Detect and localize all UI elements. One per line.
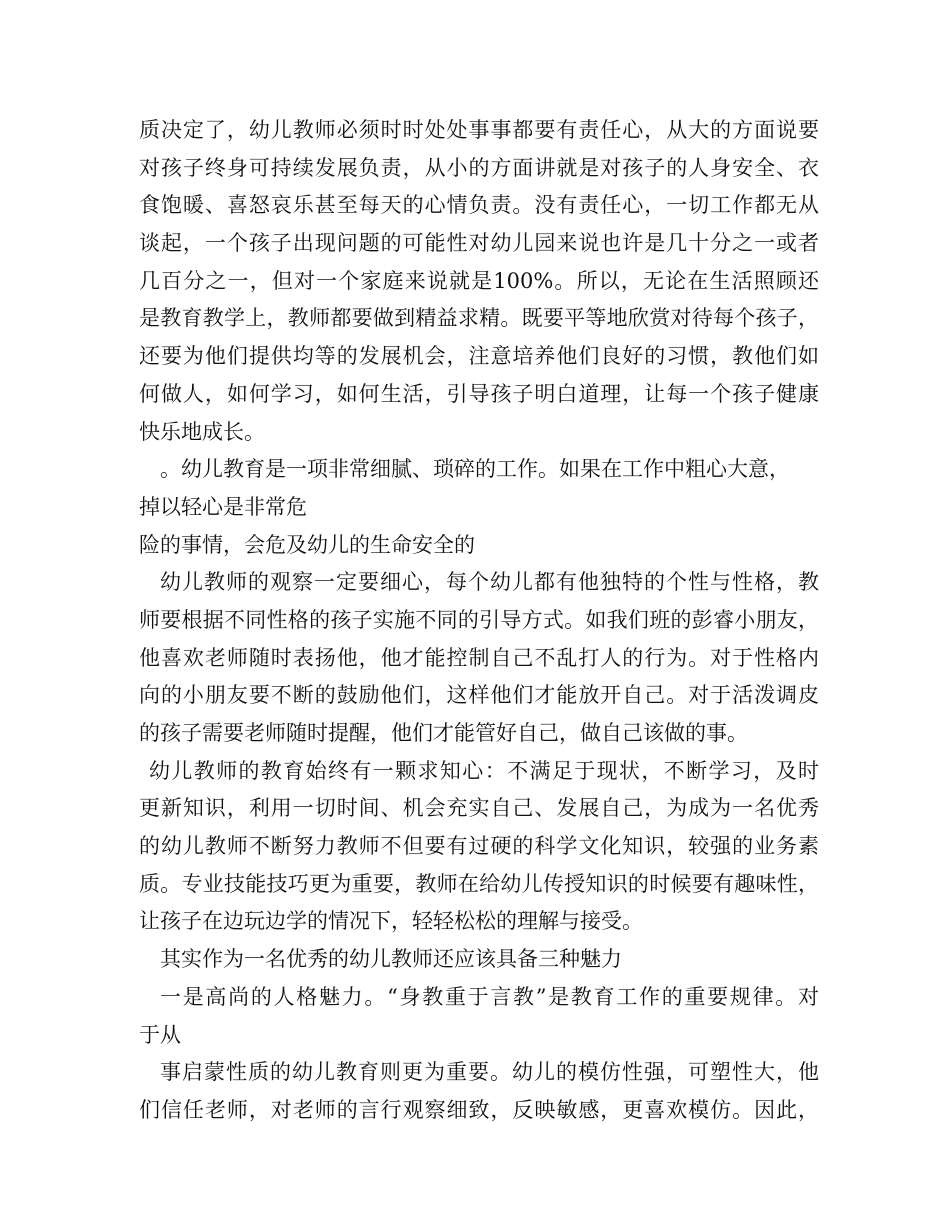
text-line: 更新知识，利用一切时间、机会充实自己、发展自己，为成为一名优秀 [139, 796, 819, 821]
text-line: 险的事情，会危及幼儿的生命安全的 [139, 532, 475, 557]
text-line: 让孩子在边玩边学的情况下，轻轻松松的理解与接受。 [139, 909, 643, 934]
text-line: 对孩子终身可持续发展负责，从小的方面讲就是对孩子的人身安全、衣 [139, 155, 819, 180]
text-line: 掉以轻心是非常危 [139, 494, 307, 519]
text-line: 的幼儿教师不断努力教师不但要有过硬的科学文化知识，较强的业务素 [139, 834, 819, 859]
text-line: 质。专业技能技巧更为重要，教师在给幼儿传授知识的时候要有趣味性， [139, 871, 819, 896]
text-line: 一是高尚的人格魅力。“身教重于言教”是教育工作的重要规律。对 [160, 984, 819, 1009]
text-line: 质决定了，幼儿教师必须时时处处事事都要有责任心，从大的方面说要 [139, 118, 819, 142]
text-line: 的孩子需要老师随时提醒，他们才能管好自己，做自己该做的事。 [139, 721, 748, 745]
text-line: 幼儿教师的教育始终有一颗求知心：不满足于现状，不断学习，及时 [149, 758, 819, 783]
text-line: 快乐地成长。 [139, 419, 265, 444]
text-line: 何做人，如何学习，如何生活，引导孩子明白道理，让每一个孩子健康 [139, 381, 819, 406]
body-text [139, 112, 819, 1130]
text-line: 们信任老师，对老师的言行观察细致，反映敏感，更喜欢模仿。因此， [139, 1097, 819, 1122]
text-line: 师要根据不同性格的孩子实施不同的引导方式。如我们班的彭睿小朋友， [139, 607, 819, 632]
text-line: 他喜欢老师随时表扬他，他才能控制自己不乱打人的行为。对于性格内 [139, 645, 819, 670]
text-line: 是教育教学上，教师都要做到精益求精。既要平等地欣赏对待每个孩子， [139, 306, 819, 331]
text-line: 幼儿教师的观察一定要细心，每个幼儿都有他独特的个性与性格，教 [160, 570, 819, 595]
text-line: 谈起，一个孩子出现问题的可能性对幼儿园来说也许是几十分之一或者 [139, 231, 819, 256]
text-line: 几百分之一，但对一个家庭来说就是100%。所以，无论在生活照顾还 [139, 268, 819, 293]
text-line: 其实作为一名优秀的幼儿教师还应该具备三种魅力 [160, 947, 622, 972]
text-line: 。幼儿教育是一项非常细腻、琐碎的工作。如果在工作中粗心大意， [160, 457, 790, 482]
text-line: 食饱暖、喜怒哀乐甚至每天的心情负责。没有责任心，一切工作都无从 [139, 193, 819, 218]
text-line: 事启蒙性质的幼儿教育则更为重要。幼儿的模仿性强，可塑性大，他 [160, 1060, 819, 1085]
text-line: 还要为他们提供均等的发展机会，注意培养他们良好的习惯，教他们如 [139, 344, 819, 369]
text-line: 于从 [139, 1022, 181, 1047]
text-line: 向的小朋友要不断的鼓励他们，这样他们才能放开自己。对于活泼调皮 [139, 683, 819, 708]
